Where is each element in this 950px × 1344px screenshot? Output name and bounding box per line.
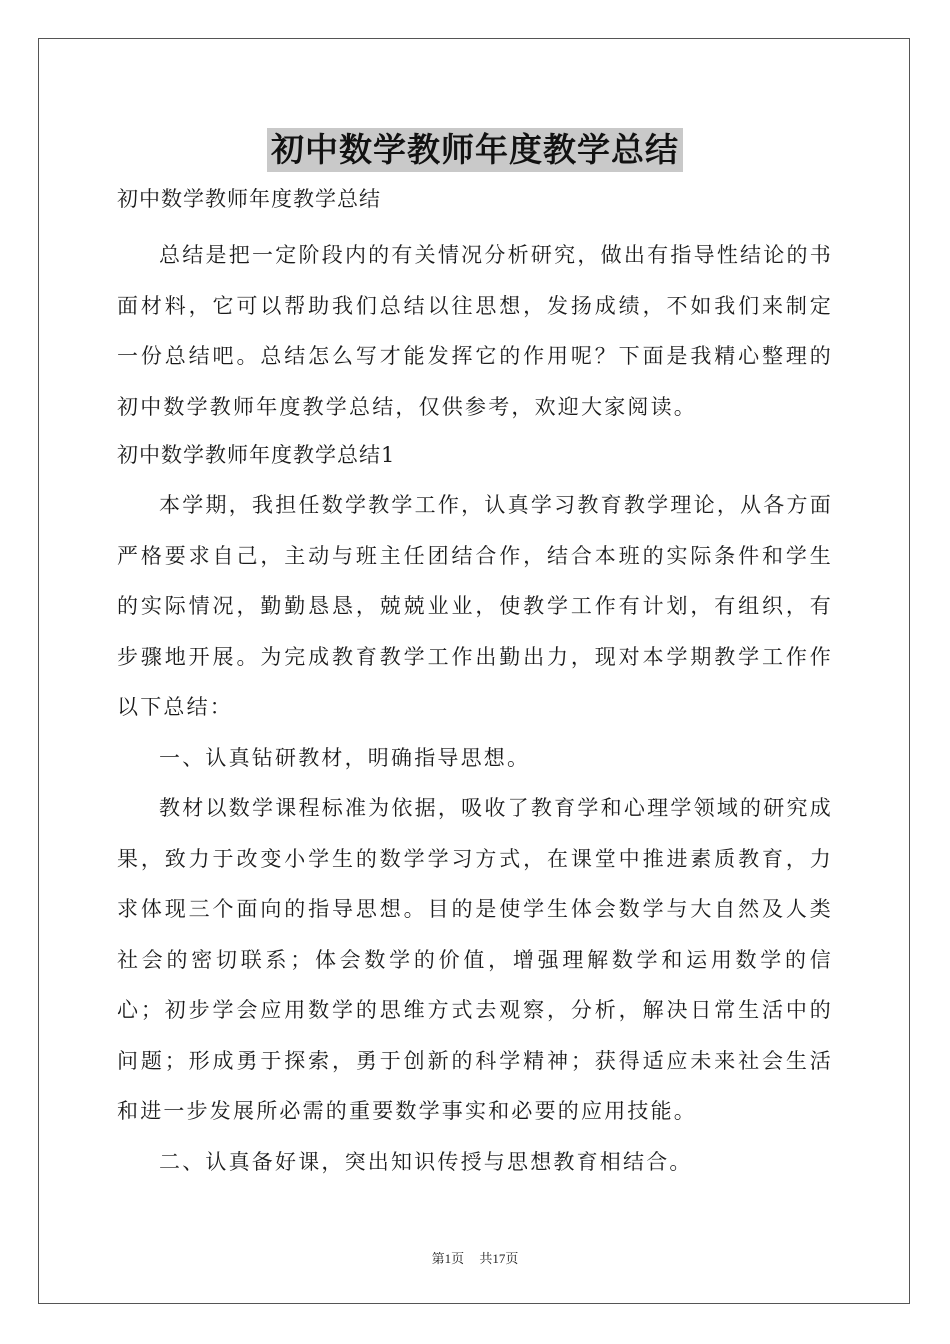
document-title: 初中数学教师年度教学总结 xyxy=(267,128,683,172)
document-body xyxy=(117,180,833,1187)
page-footer xyxy=(0,1248,950,1267)
section-title: 初中数学教师年度教学总结1 xyxy=(117,443,396,467)
point-paragraph-1: 教材以数学课程标准为依据，吸收了教育学和心理学领域的研究成果，致力于改变小学生的数学学习方式，在课堂中推进素质教育，力求体现三个面向的指导思想。目的是使学生体会数学与大自然及人类社会的密切联系；体会数学的价值，增强理解数学和运用数学的信心；初步学会应用数学的思维方式去观察，分析，解决日常生活中的问题；形成勇于探索，勇于创新的科学精神；获得适应未来社会生活和进一步发展所必需的重要数学事实和必要的应用技能。 xyxy=(117,796,833,1123)
point-heading-1: 一、认真钻研教材，明确指导思想。 xyxy=(159,745,531,770)
intro-paragraph: 总结是把一定阶段内的有关情况分析研究，做出有指导性结论的书面材料，它可以帮助我们总结以往思想，发扬成绩，不如我们来制定一份总结吧。总结怎么写才能发挥它的作用呢？下面是我精心整理的初中数学教师年度教学总结，仅供参考，欢迎大家阅读。 xyxy=(117,243,833,419)
document-subtitle: 初中数学教师年度教学总结 xyxy=(117,187,381,211)
page-number: 第1页 xyxy=(431,1251,465,1266)
section-paragraph: 本学期，我担任数学教学工作，认真学习教育教学理论，从各方面严格要求自己，主动与班主任团结合作，结合本班的实际条件和学生的实际情况，勤勤恳恳，兢兢业业，使教学工作有计划，有组织，有步骤地开展。为完成教育教学工作出勤出力，现对本学期教学工作作以下总结： xyxy=(117,493,833,719)
title-container xyxy=(0,128,950,172)
page-total: 共17页 xyxy=(479,1251,519,1266)
point-heading-2: 二、认真备好课，突出知识传授与思想教育相结合。 xyxy=(159,1149,693,1174)
